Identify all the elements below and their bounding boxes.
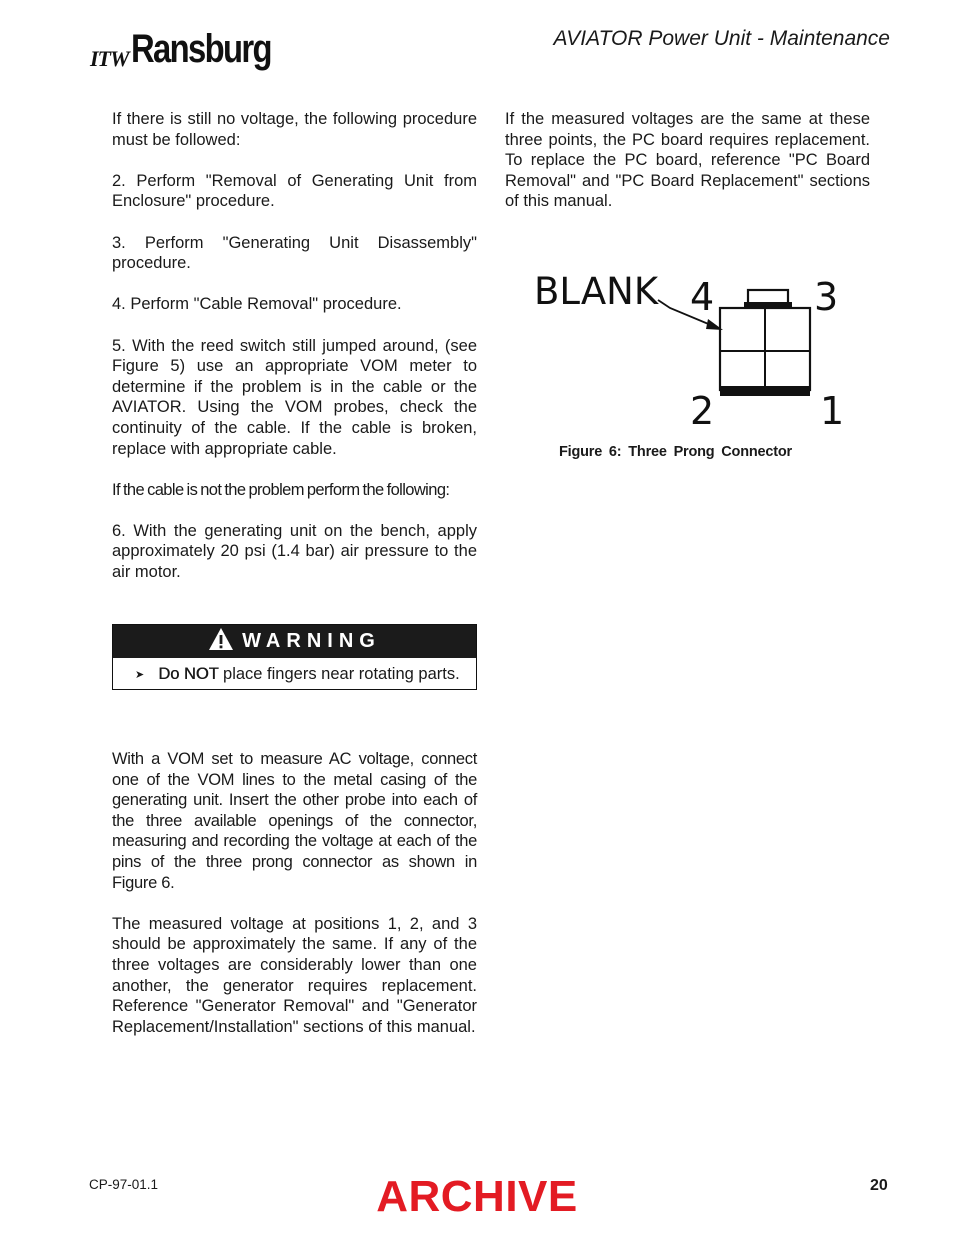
step-5: 5. With the reed switch still jumped around, (see Figure 5) use an appropriate VOM meter to determine if the problem is in the cable or the AVIATOR. Using the VOM probes, check the continuity of the cable. If the cable is broken, replace with appropriate cable. [112,336,477,458]
warning-title: WARNING [242,630,381,652]
step-3: 3. Perform "Generating Unit Disassembly" procedure. [112,233,477,273]
document-number: CP-97-01.1 [89,1177,159,1192]
label-blank: BLANK [534,270,659,313]
logo-prefix: ITW [90,46,129,71]
cable-check-note: If the cable is not the problem perform the following: [112,480,450,499]
company-logo [90,22,301,72]
warning-emphasis: Do NOT [158,665,219,683]
paragraph-intro: If there is still no voltage, the following procedure must be followed: [112,110,477,149]
archive-stamp: ARCHIVE [376,1172,578,1221]
label-pin-4: 4 [690,275,715,319]
page-number: 20 [870,1177,888,1194]
warning-triangle-icon [208,627,234,656]
step-6: 6. With the generating unit on the bench, apply approximately 20 psi (1.4 bar) air pressure to the air motor. [112,521,477,582]
vom-procedure-paragraph: With a VOM set to measure AC voltage, connect one of the VOM lines to the metal casing of the generating unit. Insert the other probe into each of the three available openings of the connector, measuring and recording the voltage at each of the pins of the three prong connector as shown in Figure 6. [112,750,477,892]
three-prong-connector-figure [530,268,850,433]
connector-diagram [530,268,850,433]
warning-text [113,658,476,689]
step-2: 2. Perform "Removal of Generating Unit from Enclosure" procedure. [112,171,477,211]
figure-caption: Figure 6: Three Prong Connector [559,444,792,460]
step-4: 4. Perform "Cable Removal" procedure. [112,295,402,314]
voltage-comparison-paragraph: The measured voltage at positions 1, 2, and 3 should be approximately the same. If any of the three voltages are considerably lower than one another, the generator requires replacement. Reference "Generator Removal" and "Generator Replacement/Installation" sections of this manual. [112,914,477,1036]
warning-message: place fingers near rotating parts. [218,665,460,683]
page-header-title: AVIATOR Power Unit - Maintenance [553,27,890,50]
left-column-lower [112,749,477,1058]
pc-board-paragraph: If the measured voltages are the same at these three points, the PC board requires replacement. To replace the PC board, reference "PC Board Removal" and "PC Board Replacement" sections of this manual. [505,110,870,211]
warning-header [113,625,476,658]
label-pin-2: 2 [690,389,715,433]
logo-name: Ransburg [130,27,271,71]
right-column [505,109,870,233]
label-pin-3: 3 [814,275,839,319]
warning-box [112,624,477,690]
arrow-bullet-icon: ➤ [135,669,145,681]
label-pin-1: 1 [820,389,845,433]
left-column [112,109,477,603]
